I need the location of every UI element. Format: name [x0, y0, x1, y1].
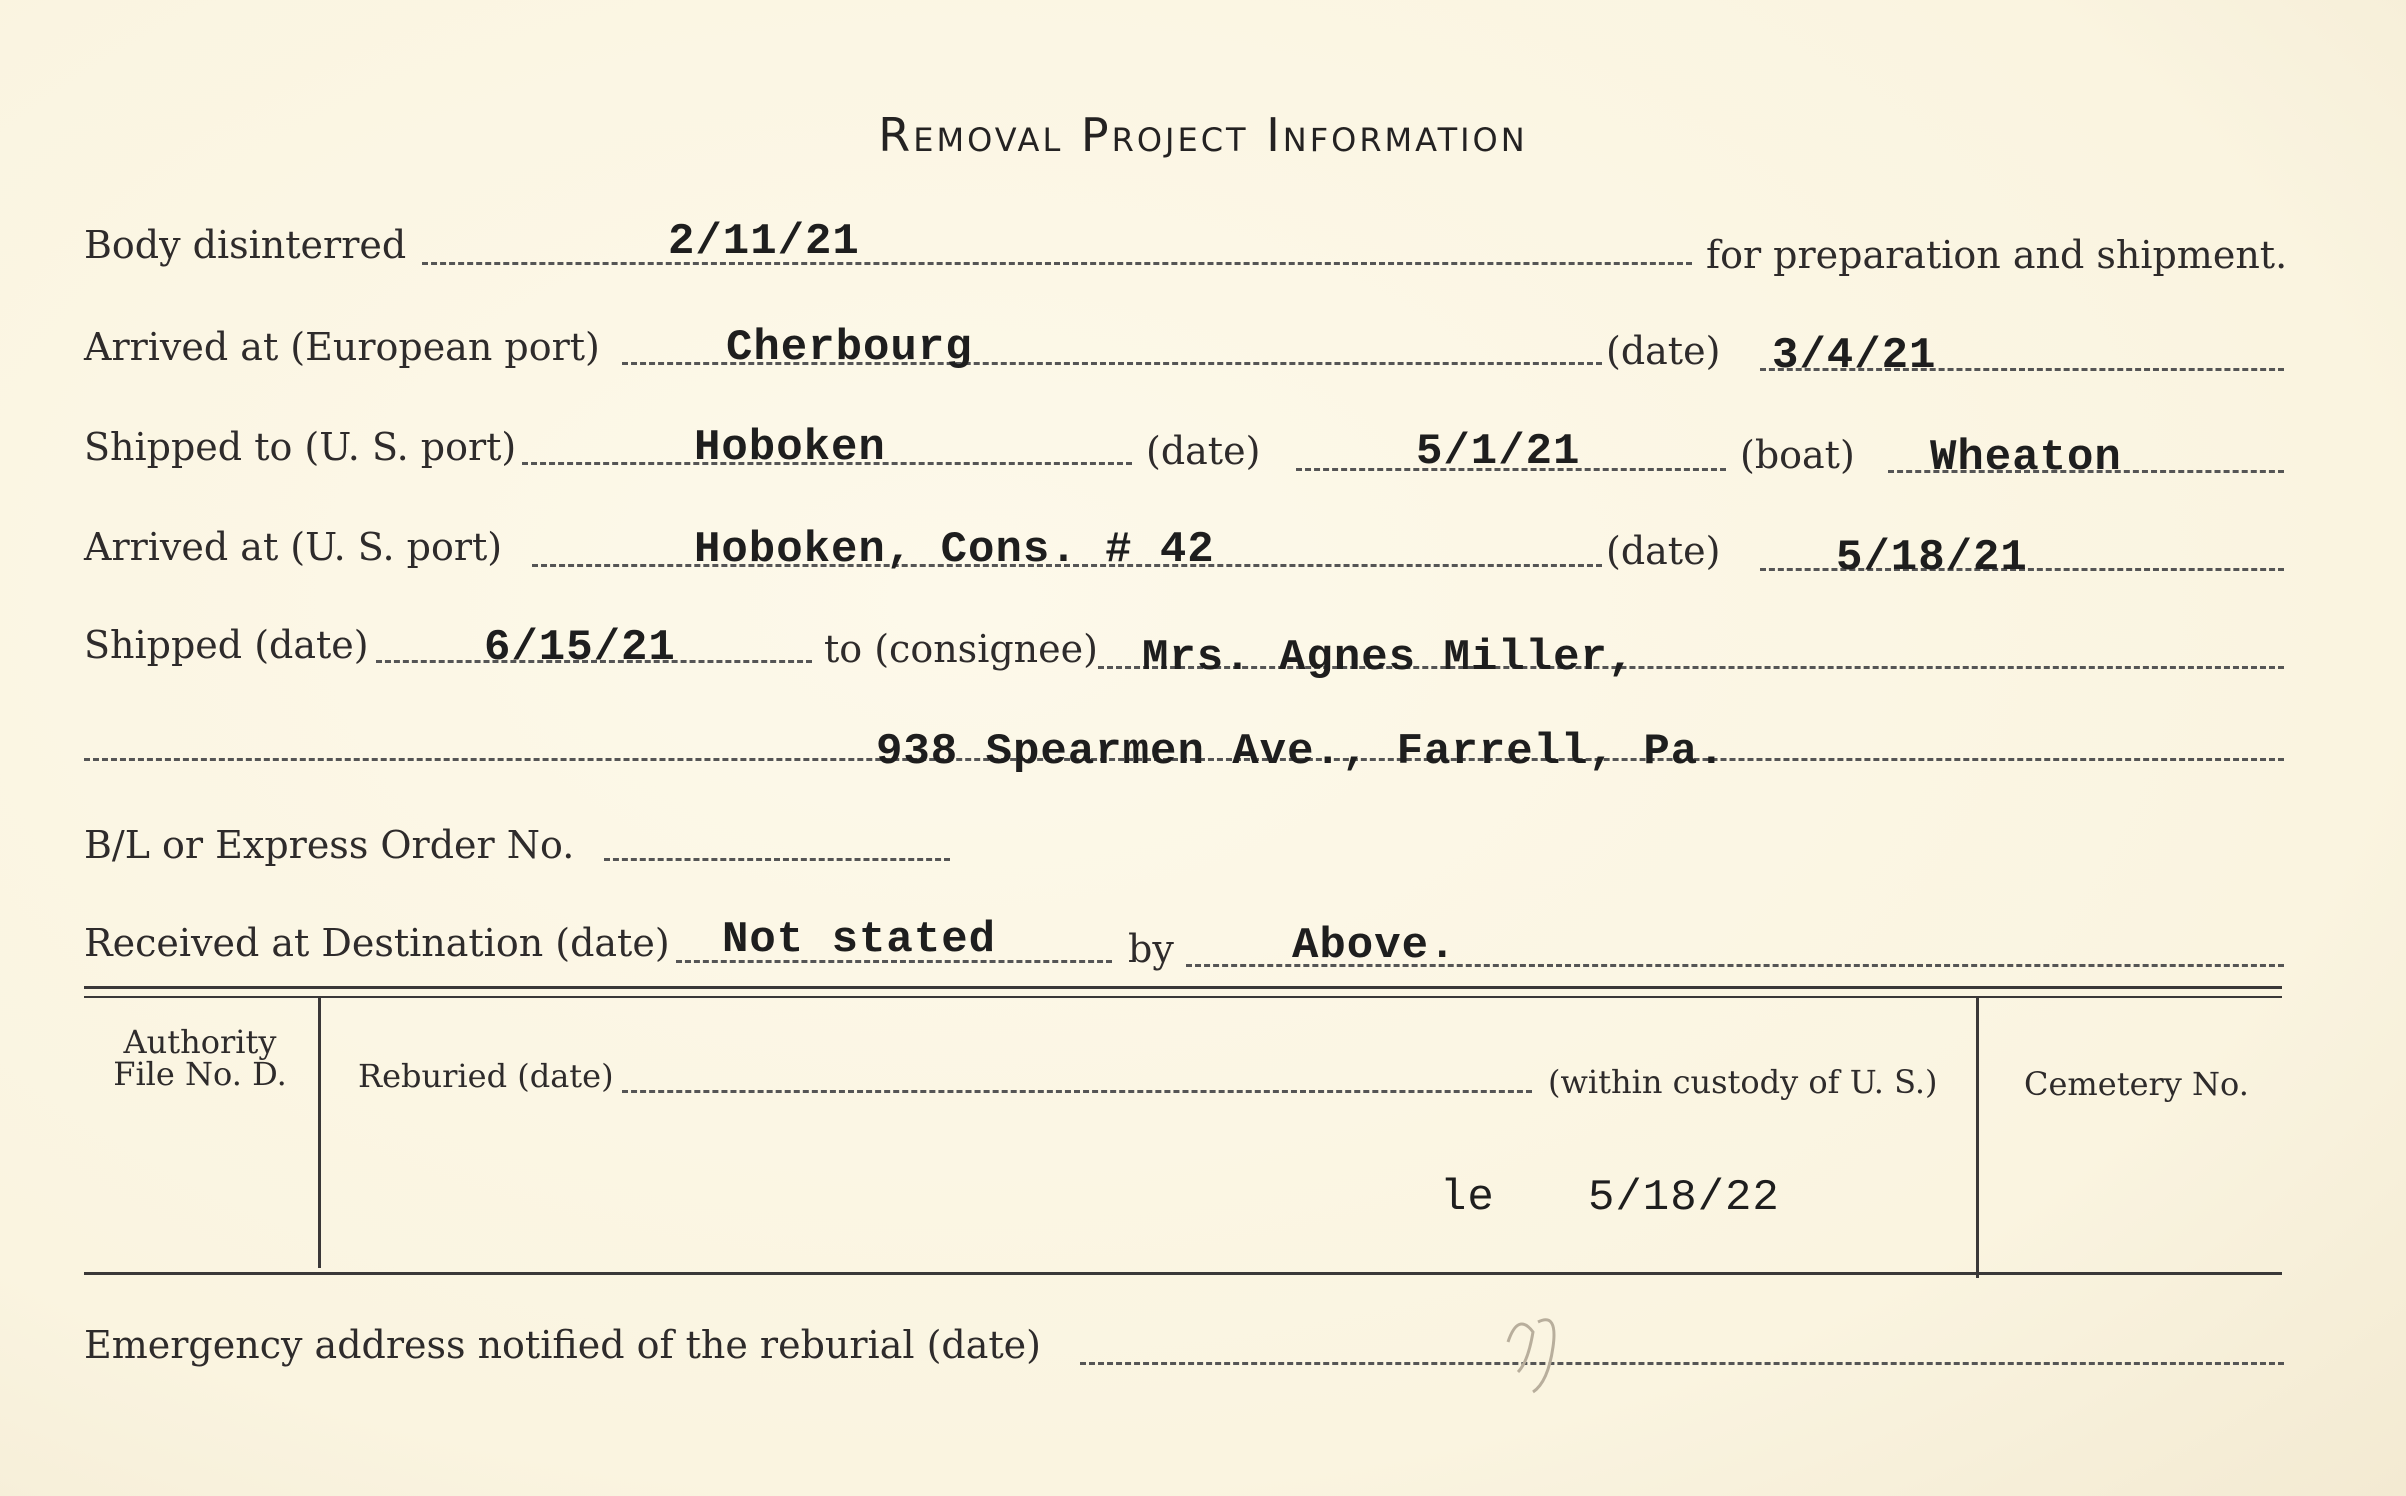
us-arrived-date-value: 5/18/21 — [1836, 533, 2028, 583]
us-port-shipped-value: Hoboken — [694, 423, 886, 473]
us-arrived-date-label: (date) — [1606, 529, 1721, 573]
european-date-value: 3/4/21 — [1772, 331, 1937, 381]
reburied-label: Reburied (date) — [358, 1057, 614, 1095]
bl-express-line — [604, 858, 950, 861]
boat-label: (boat) — [1740, 433, 1855, 477]
divider-top-inner — [84, 996, 2282, 998]
body-disinterred-value: 2/11/21 — [668, 217, 860, 267]
received-date-value: Not stated — [722, 915, 997, 965]
pencil-mark — [1498, 1302, 1588, 1402]
by-label: by — [1128, 927, 1174, 971]
body-disinterred-line — [422, 262, 1692, 265]
reburial-code: le — [1440, 1173, 1495, 1223]
emergency-label: Emergency address notified of the reburial (date) — [84, 1323, 1041, 1367]
reburial-date-value: 5/18/22 — [1588, 1173, 1780, 1223]
received-by-value: Above. — [1292, 921, 1457, 971]
file-no-label: File No. D. — [113, 1055, 287, 1093]
arrived-us-label: Arrived at (U. S. port) — [84, 525, 503, 569]
reburied-line — [622, 1090, 1532, 1093]
shipped-date-value: 6/15/21 — [484, 623, 676, 673]
shipped-to-label: Shipped to (U. S. port) — [84, 425, 517, 469]
arrived-european-label: Arrived at (European port) — [84, 325, 600, 369]
us-shipped-date-label: (date) — [1146, 429, 1261, 473]
bl-express-label: B/L or Express Order No. — [84, 823, 575, 867]
column-divider-right — [1976, 998, 1979, 1278]
received-dest-label: Received at Destination (date) — [84, 921, 670, 965]
divider-top — [84, 986, 2282, 989]
us-port-arrived-value: Hoboken, Cons. # 42 — [694, 525, 1215, 575]
european-date-label: (date) — [1606, 329, 1721, 373]
page-title: Removal Project Information — [878, 108, 1528, 162]
for-preparation-label: for preparation and shipment. — [1706, 233, 2288, 277]
shipped-date-label: Shipped (date) — [84, 623, 369, 667]
emergency-line — [1080, 1362, 2284, 1365]
authority-label: Authority — [123, 1023, 277, 1061]
to-consignee-label: to (consignee) — [824, 627, 1098, 671]
address-value: 938 Spearmen Ave., Farrell, Pa. — [876, 727, 1726, 777]
us-shipped-date-value: 5/1/21 — [1416, 427, 1581, 477]
column-divider-left — [318, 998, 321, 1268]
within-custody-label: (within custody of U. S.) — [1548, 1063, 1938, 1101]
boat-value: Wheaton — [1930, 433, 2122, 483]
cemetery-no-label: Cemetery No. — [2024, 1065, 2249, 1103]
body-disinterred-label: Body disinterred — [84, 223, 407, 267]
consignee-value: Mrs. Agnes Miller, — [1142, 633, 1636, 683]
divider-bottom — [84, 1272, 2282, 1275]
european-port-value: Cherbourg — [726, 323, 973, 373]
